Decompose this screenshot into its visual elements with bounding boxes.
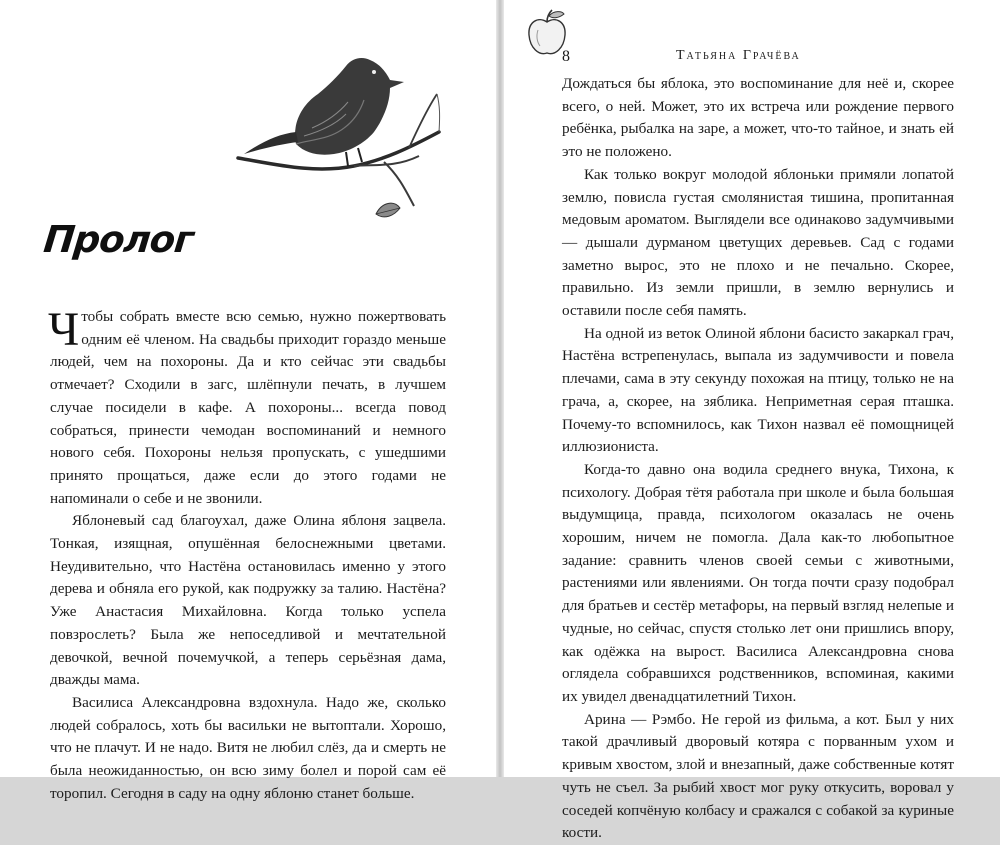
drop-cap: Ч [48,303,80,356]
left-page-body [48,303,446,805]
paragraph-5: Как только вокруг молодой яблоньки примяли лопатой землю, повисла густая смолянистая тишина, пропитанная медовым ароматом. Выглядели все одинаково задумчивыми — дышали дурманом цветущих деревьев. Сад с годами заметно вырос, это не плохо и не печально. Скорее, правильно. Из земли пришли, в землю вернулись и оставили после себя память. [562,165,954,320]
paragraph-4: Дождаться бы яблока, это воспоминание для неё и, скорее всего, о ней. Может, это их встреча или рождение первого ребёнка, рыбалка на заре, а может, что-то тайное, и знать ей это не положено. [562,75,954,161]
paragraph-1 [48,303,446,510]
paragraph-2: Яблоневый сад благоухал, даже Олина яблоня зацвела. Тонкая, изящная, опушённая белоснежными цветами. Неудивительно, что Настёна остановилась именно у этого дерева и обняла его рукой, как подружку за талию. Настёна? Уже Анастасия Михайловна. Когда только успела повзрослеть? Была же непоседливой и мечтательной девочкой, вечной почемучкой, а теперь серьёзная дама, дважды мама. [50,512,446,689]
page-number: 8 [562,48,570,65]
left-page [0,0,496,802]
right-page-body [562,73,954,845]
raven-on-branch-illustration [234,36,449,236]
running-head: Татьяна Грачёва [676,48,801,63]
paragraph-3: Василиса Александровна вздохнула. Надо же, сколько людей собралось, хоть бы васильки не вытоптали. Хорошо, что не плачут. И не надо. Витя не любил слёз, да и смерть не была неожиданностью, он всю зиму болел и порой сам её торопил. Сегодня в саду на одну яблоню станет больше. [50,693,446,802]
paragraph-8: Арина — Рэмбо. Не герой из фильма, а кот. Был у них такой драчливый дворовый котяра с порванным ухом и кривым хвостом, злой и внезапный, даже собственные котят чуть не съел. За рыбий хвост мог руку откусить, воровал у соседей копчёную колбасу и сражался с собакой за куриные кости. [562,710,954,842]
paragraph-6: На одной из веток Олиной яблони басисто закаркал грач, Настёна встрепенулась, выпала из задумчивости и повела плечами, сама в эту секунду похожая на птицу, только не на грача, а, скорее, на зяблика. Неприметная серая пташка. Почему-то вспомнилось, как Тихон назвал её помощницей иллюзиониста. [562,324,954,456]
paragraph-7: Когда-то давно она водила среднего внука, Тихона, к психологу. Добрая тётя работала при школе и была большая выдумщица, правда, психологом оказалась не очень хорошим, ничем не помогла. Дала как-то любопытное задание: сравнить членов своей семьи с животными, растениями или явлениями. Он тогда почти сразу подобрал для братьев и сестёр метафоры, на первый взгляд нелепые и чудные, но сейчас, спустя столько лет они пришлись впору, как одёжка на вырост. Василиса Александровна снова оглядела собравшихся родственников, вспоминая, какими их увидел двенадцатилетний Тихон. [562,460,954,705]
book-gutter [496,0,504,777]
right-page [504,0,1000,842]
paragraph-1-text: тобы собрать вместе всю семью, нужно пожертвовать одним её членом. На свадьбы приходит гораздо меньше людей, чем на похороны. Да и кто сейчас эти свадьбы отмечает? Сходили в загс, шлёпнули печать, в лучшем случае посидели в кафе. А похороны... всегда повод собраться, принести чемодан воспоминаний и немного нового себя. Похороны нельзя пропускать, с ушедшими принято прощаться, даже если до этого годами не напоминали о себе и не звонили. [50,308,446,507]
chapter-title: Пролог [41,218,195,261]
